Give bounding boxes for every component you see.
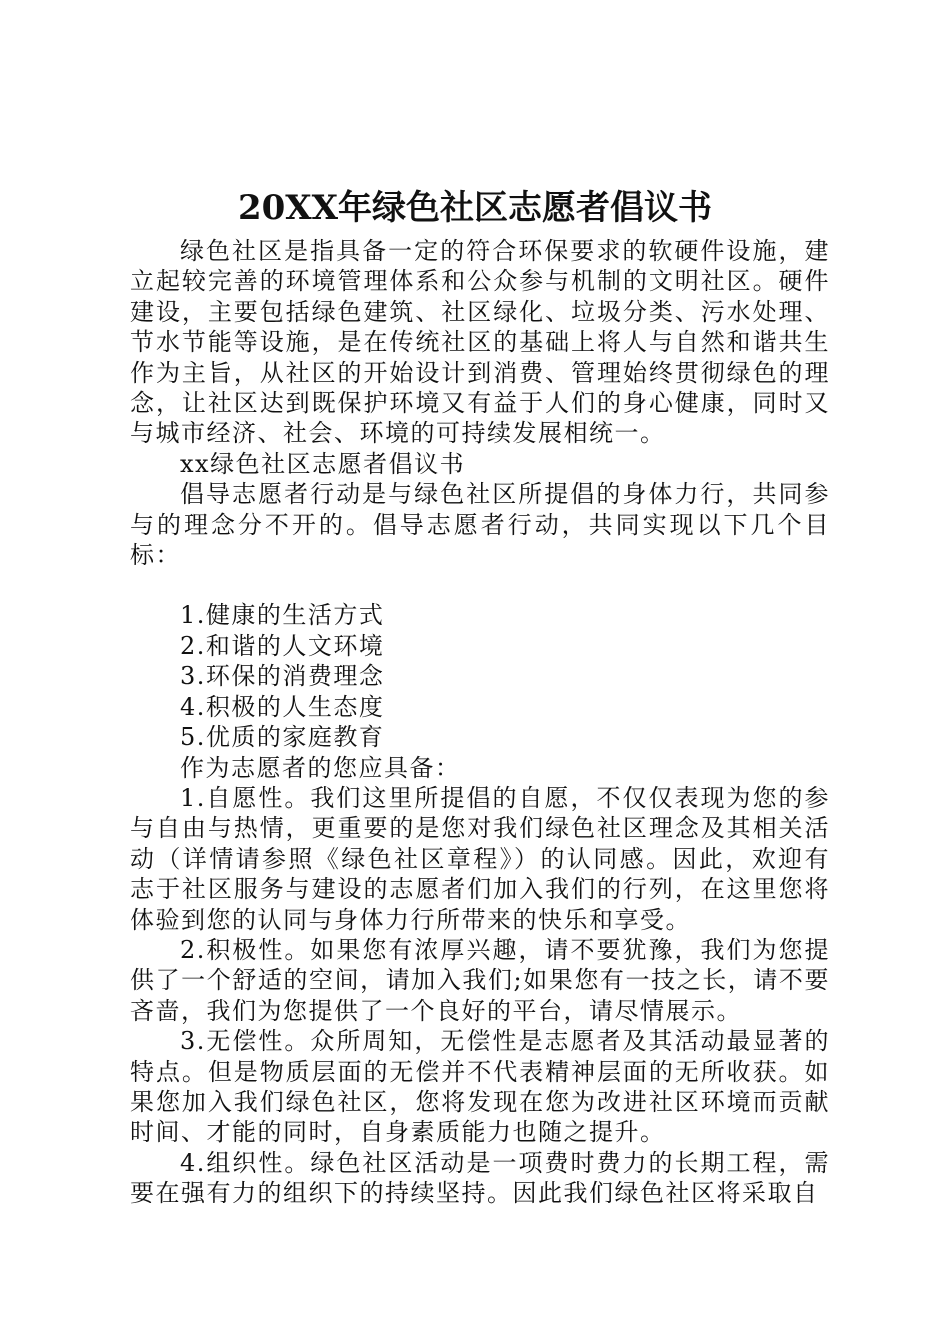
requirements-heading: 作为志愿者的您应具备： [180, 753, 461, 782]
requirement-paragraph: 1.自愿性。我们这里所提倡的自愿，不仅仅表现为您的参与自由与热情，更重要的是您对我们绿色社区理念及其相关活动（详情请参照《绿色社区章程》）的认同感。因此，欢迎有志于社区服务与建设的志愿者们加入我们的行列，在这里您将体验到您的认同与身体力行所带来的快乐和享受。 [130, 783, 830, 934]
document-title: 20XX年绿色社区志愿者倡议书 [237, 188, 713, 228]
goals-list [130, 600, 830, 752]
goal-item: 1.健康的生活方式 [180, 601, 385, 630]
goal-item: 2.和谐的人文环境 [180, 631, 385, 660]
goal-item: 4.积极的人生态度 [180, 692, 385, 721]
requirement-paragraph: 2.积极性。如果您有浓厚兴趣，请不要犹豫，我们为您提供了一个舒适的空间，请加入我们;如果您有一技之长，请不要吝啬，我们为您提供了一个良好的平台，请尽情展示。 [130, 935, 830, 1025]
requirement-paragraph: 4.组织性。绿色社区活动是一项费时费力的长期工程，需要在强有力的组织下的持续坚持。因此我们绿色社区将采取自 [130, 1148, 830, 1208]
goal-item: 3.环保的消费理念 [180, 662, 385, 691]
intro-paragraph: 绿色社区是指具备一定的符合环保要求的软硬件设施，建立起较完善的环境管理体系和公众参与机制的文明社区。硬件建设，主要包括绿色建筑、社区绿化、垃圾分类、污水处理、节水节能等设施，是在传统社区的基础上将人与自然和谐共生作为主旨，从社区的开始设计到消费、管理始终贯彻绿色的理念，让社区达到既保护环境又有益于人们的身心健康，同时又与城市经济、社会、环境的可持续发展相统一。 [130, 237, 830, 448]
goal-item: 5.优质的家庭教育 [180, 723, 385, 752]
advocacy-paragraph: 倡导志愿者行动是与绿色社区所提倡的身体力行，共同参与的理念分不开的。倡导志愿者行动，共同实现以下几个目标： [130, 480, 830, 570]
document-body [130, 236, 830, 1209]
requirement-paragraph: 3.无偿性。众所周知，无偿性是志愿者及其活动最显著的特点。但是物质层面的无偿并不代表精神层面的无所收获。如果您加入我们绿色社区，您将发现在您为改进社区环境而贡献时间、才能的同时，自身素质能力也随之提升。 [130, 1027, 830, 1147]
subtitle-line: xx绿色社区志愿者倡议书 [180, 449, 466, 478]
blank-line [130, 570, 830, 600]
